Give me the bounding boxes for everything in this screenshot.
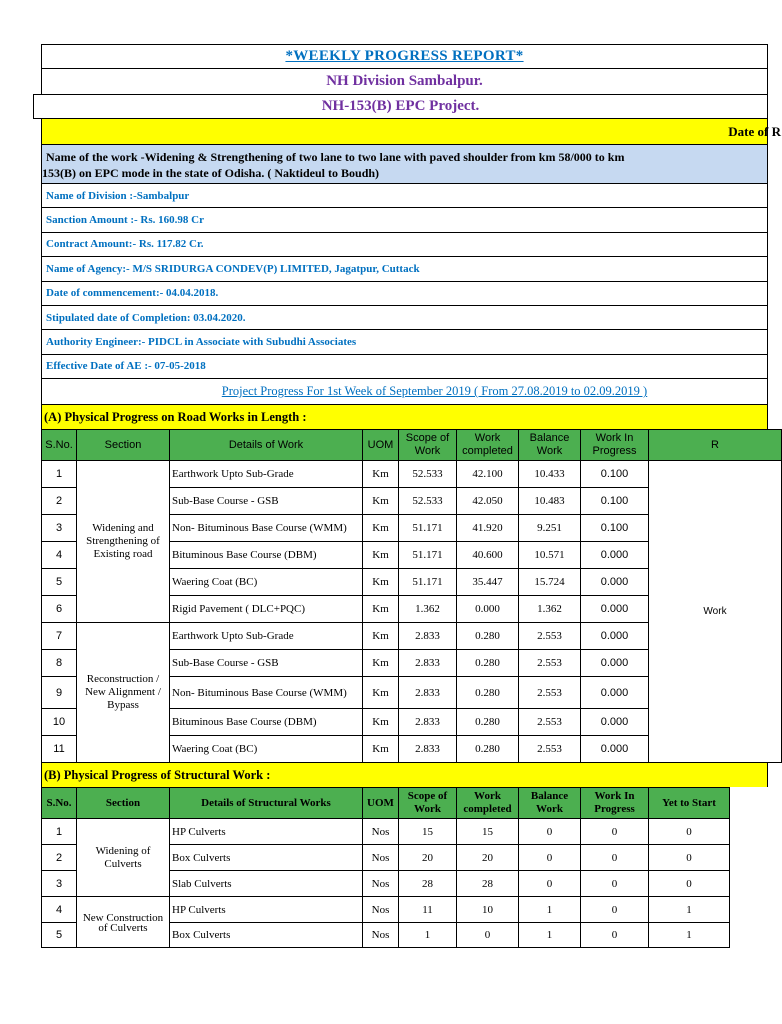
cell-in-progress: 0 <box>581 871 649 897</box>
info-contract-amount: Contract Amount:- Rs. 117.82 Cr. <box>41 233 768 257</box>
week-progress-row <box>41 379 768 405</box>
cell-details: HP Culverts <box>170 819 363 845</box>
report-sheet <box>41 44 781 948</box>
cell-uom: Nos <box>363 819 399 845</box>
info-agency: Name of Agency:- M/S SRIDURGA CONDEV(P) LIMITED, Jagatpur, Cuttack <box>41 257 768 281</box>
cell-scope: 51.171 <box>399 515 457 542</box>
table-row <box>42 897 730 923</box>
cell-sno: 3 <box>42 515 77 542</box>
cell-completed: 35.447 <box>457 569 519 596</box>
cell-uom: Km <box>363 542 399 569</box>
cell-details: Rigid Pavement ( DLC+PQC) <box>170 596 363 623</box>
cell-uom: Km <box>363 623 399 650</box>
info-division: Name of Division :-Sambalpur <box>41 184 768 208</box>
section-group-new-culverts: New Construction of Culverts <box>77 897 170 948</box>
report-title: *WEEKLY PROGRESS REPORT* <box>285 48 524 64</box>
cell-balance: 2.553 <box>519 709 581 736</box>
cell-in-progress: 0.000 <box>581 542 649 569</box>
cell-balance: 10.571 <box>519 542 581 569</box>
cell-scope: 15 <box>399 819 457 845</box>
cell-completed: 41.920 <box>457 515 519 542</box>
cell-uom: Nos <box>363 871 399 897</box>
cell-sno: 6 <box>42 596 77 623</box>
cell-sno: 4 <box>42 542 77 569</box>
header-section: Section <box>77 430 170 461</box>
cell-details: HP Culverts <box>170 897 363 923</box>
cell-sno: 2 <box>42 845 77 871</box>
name-of-work <box>41 145 768 184</box>
cell-uom: Nos <box>363 897 399 923</box>
header-scope: Scope of Work <box>399 788 457 819</box>
cell-sno: 9 <box>42 677 77 709</box>
cell-scope: 51.171 <box>399 569 457 596</box>
section-group-widening-culverts: Widening of Culverts <box>77 819 170 897</box>
cell-uom: Km <box>363 736 399 763</box>
cell-details: Sub-Base Course - GSB <box>170 650 363 677</box>
section-group-widening: Widening and Strengthening of Existing road <box>77 461 170 623</box>
cell-details: Slab Culverts <box>170 871 363 897</box>
cell-in-progress: 0.000 <box>581 569 649 596</box>
cell-balance: 1 <box>519 897 581 923</box>
cell-yet-to-start: 0 <box>649 845 730 871</box>
table-row <box>42 461 782 488</box>
project-row <box>33 94 768 119</box>
cell-details: Bituminous Base Course (DBM) <box>170 542 363 569</box>
cell-balance: 2.553 <box>519 623 581 650</box>
cell-uom: Nos <box>363 923 399 948</box>
cell-balance: 0 <box>519 845 581 871</box>
road-works-header <box>42 430 782 461</box>
cell-uom: Nos <box>363 845 399 871</box>
cell-sno: 8 <box>42 650 77 677</box>
cell-in-progress: 0 <box>581 845 649 871</box>
cell-details: Box Culverts <box>170 923 363 948</box>
header-in-progress: Work In Progress <box>581 788 649 819</box>
cell-balance: 1.362 <box>519 596 581 623</box>
info-effective-date: Effective Date of AE :- 07-05-2018 <box>41 355 768 379</box>
structural-works-header <box>42 788 730 819</box>
cell-scope: 28 <box>399 871 457 897</box>
cell-scope: 2.833 <box>399 650 457 677</box>
header-in-progress: Work In Progress <box>581 430 649 461</box>
cell-details: Earthwork Upto Sub-Grade <box>170 461 363 488</box>
cell-uom: Km <box>363 596 399 623</box>
cell-details: Box Culverts <box>170 845 363 871</box>
cell-sno: 5 <box>42 569 77 596</box>
cell-completed: 10 <box>457 897 519 923</box>
cell-completed: 0.280 <box>457 623 519 650</box>
cell-sno: 5 <box>42 923 77 948</box>
report-title-row <box>41 44 768 69</box>
cell-scope: 2.833 <box>399 677 457 709</box>
cell-completed: 40.600 <box>457 542 519 569</box>
cell-details: Sub-Base Course - GSB <box>170 488 363 515</box>
division-row <box>41 69 768 94</box>
cell-remarks: Work <box>649 461 782 763</box>
cell-in-progress: 0.000 <box>581 650 649 677</box>
cell-uom: Km <box>363 709 399 736</box>
cell-yet-to-start: 0 <box>649 819 730 845</box>
cell-in-progress: 0.100 <box>581 515 649 542</box>
cell-completed: 20 <box>457 845 519 871</box>
header-uom: UOM <box>363 430 399 461</box>
cell-scope: 52.533 <box>399 488 457 515</box>
cell-uom: Km <box>363 461 399 488</box>
cell-in-progress: 0 <box>581 897 649 923</box>
cell-in-progress: 0.000 <box>581 623 649 650</box>
cell-balance: 2.553 <box>519 650 581 677</box>
cell-uom: Km <box>363 650 399 677</box>
header-remarks: R <box>649 430 782 461</box>
cell-balance: 0 <box>519 871 581 897</box>
cell-sno: 3 <box>42 871 77 897</box>
header-balance: Balance Work <box>519 430 581 461</box>
header-section: Section <box>77 788 170 819</box>
division-name: NH Division Sambalpur. <box>326 73 483 89</box>
cell-details: Waering Coat (BC) <box>170 569 363 596</box>
cell-yet-to-start: 0 <box>649 871 730 897</box>
cell-in-progress: 0 <box>581 819 649 845</box>
cell-balance: 0 <box>519 819 581 845</box>
cell-scope: 52.533 <box>399 461 457 488</box>
info-authority-engineer: Authority Engineer:- PIDCL in Associate with Subudhi Associates <box>41 330 768 354</box>
cell-completed: 0.280 <box>457 736 519 763</box>
cell-balance: 10.483 <box>519 488 581 515</box>
cell-balance: 1 <box>519 923 581 948</box>
cell-completed: 0.000 <box>457 596 519 623</box>
cell-scope: 2.833 <box>399 736 457 763</box>
cell-sno: 7 <box>42 623 77 650</box>
cell-scope: 2.833 <box>399 709 457 736</box>
cell-uom: Km <box>363 488 399 515</box>
cell-completed: 0.280 <box>457 709 519 736</box>
cell-balance: 10.433 <box>519 461 581 488</box>
cell-scope: 11 <box>399 897 457 923</box>
cell-in-progress: 0.000 <box>581 596 649 623</box>
cell-completed: 15 <box>457 819 519 845</box>
cell-scope: 1 <box>399 923 457 948</box>
name-of-work-line2: 153(B) on EPC mode in the state of Odisha. ( Naktideul to Boudh) <box>42 166 380 180</box>
cell-sno: 4 <box>42 897 77 923</box>
cell-details: Bituminous Base Course (DBM) <box>170 709 363 736</box>
cell-scope: 1.362 <box>399 596 457 623</box>
header-uom: UOM <box>363 788 399 819</box>
header-scope: Scope of Work <box>399 430 457 461</box>
cell-in-progress: 0.100 <box>581 488 649 515</box>
date-label: Date of R <box>728 123 781 139</box>
cell-uom: Km <box>363 515 399 542</box>
cell-scope: 2.833 <box>399 623 457 650</box>
info-sanction-amount: Sanction Amount :- Rs. 160.98 Cr <box>41 208 768 232</box>
cell-sno: 11 <box>42 736 77 763</box>
cell-balance: 9.251 <box>519 515 581 542</box>
cell-completed: 28 <box>457 871 519 897</box>
info-commencement: Date of commencement:- 04.04.2018. <box>41 282 768 306</box>
info-completion: Stipulated date of Completion: 03.04.2020. <box>41 306 768 330</box>
project-name: NH-153(B) EPC Project. <box>321 98 480 114</box>
week-progress: Project Progress For 1st Week of September 2019 ( From 27.08.2019 to 02.09.2019 ) <box>221 384 648 399</box>
cell-uom: Km <box>363 677 399 709</box>
section-b-heading: (B) Physical Progress of Structural Work : <box>41 763 768 787</box>
road-works-table <box>41 429 782 763</box>
section-a-heading: (A) Physical Progress on Road Works in Length : <box>41 405 768 429</box>
header-details: Details of Work <box>170 430 363 461</box>
cell-in-progress: 0.000 <box>581 736 649 763</box>
header-completed: Work completed <box>457 788 519 819</box>
cell-in-progress: 0 <box>581 923 649 948</box>
header-completed: Work completed <box>457 430 519 461</box>
header-sno: S.No. <box>42 430 77 461</box>
cell-details: Non- Bituminous Base Course (WMM) <box>170 515 363 542</box>
cell-balance: 2.553 <box>519 736 581 763</box>
cell-in-progress: 0.100 <box>581 461 649 488</box>
name-of-work-line1: Name of the work -Widening & Strengthening of two lane to two lane with paved shoulder from km 58/000 to km <box>46 150 625 164</box>
section-group-reconstruction: Reconstruction / New Alignment / Bypass <box>77 623 170 763</box>
cell-completed: 0.280 <box>457 677 519 709</box>
table-row <box>42 819 730 845</box>
header-details: Details of Structural Works <box>170 788 363 819</box>
cell-completed: 0.280 <box>457 650 519 677</box>
cell-uom: Km <box>363 569 399 596</box>
cell-balance: 2.553 <box>519 677 581 709</box>
structural-works-table <box>41 787 730 948</box>
cell-scope: 20 <box>399 845 457 871</box>
header-yet-to-start: Yet to Start <box>649 788 730 819</box>
cell-sno: 1 <box>42 461 77 488</box>
cell-balance: 15.724 <box>519 569 581 596</box>
cell-details: Earthwork Upto Sub-Grade <box>170 623 363 650</box>
cell-sno: 10 <box>42 709 77 736</box>
road-works-body <box>42 461 782 763</box>
cell-sno: 2 <box>42 488 77 515</box>
cell-details: Waering Coat (BC) <box>170 736 363 763</box>
header-balance: Balance Work <box>519 788 581 819</box>
cell-completed: 42.100 <box>457 461 519 488</box>
cell-in-progress: 0.000 <box>581 677 649 709</box>
date-row <box>41 119 781 145</box>
cell-scope: 51.171 <box>399 542 457 569</box>
cell-sno: 1 <box>42 819 77 845</box>
cell-details: Non- Bituminous Base Course (WMM) <box>170 677 363 709</box>
cell-completed: 0 <box>457 923 519 948</box>
header-sno: S.No. <box>42 788 77 819</box>
cell-completed: 42.050 <box>457 488 519 515</box>
structural-works-body <box>42 819 730 948</box>
cell-yet-to-start: 1 <box>649 923 730 948</box>
cell-in-progress: 0.000 <box>581 709 649 736</box>
cell-yet-to-start: 1 <box>649 897 730 923</box>
